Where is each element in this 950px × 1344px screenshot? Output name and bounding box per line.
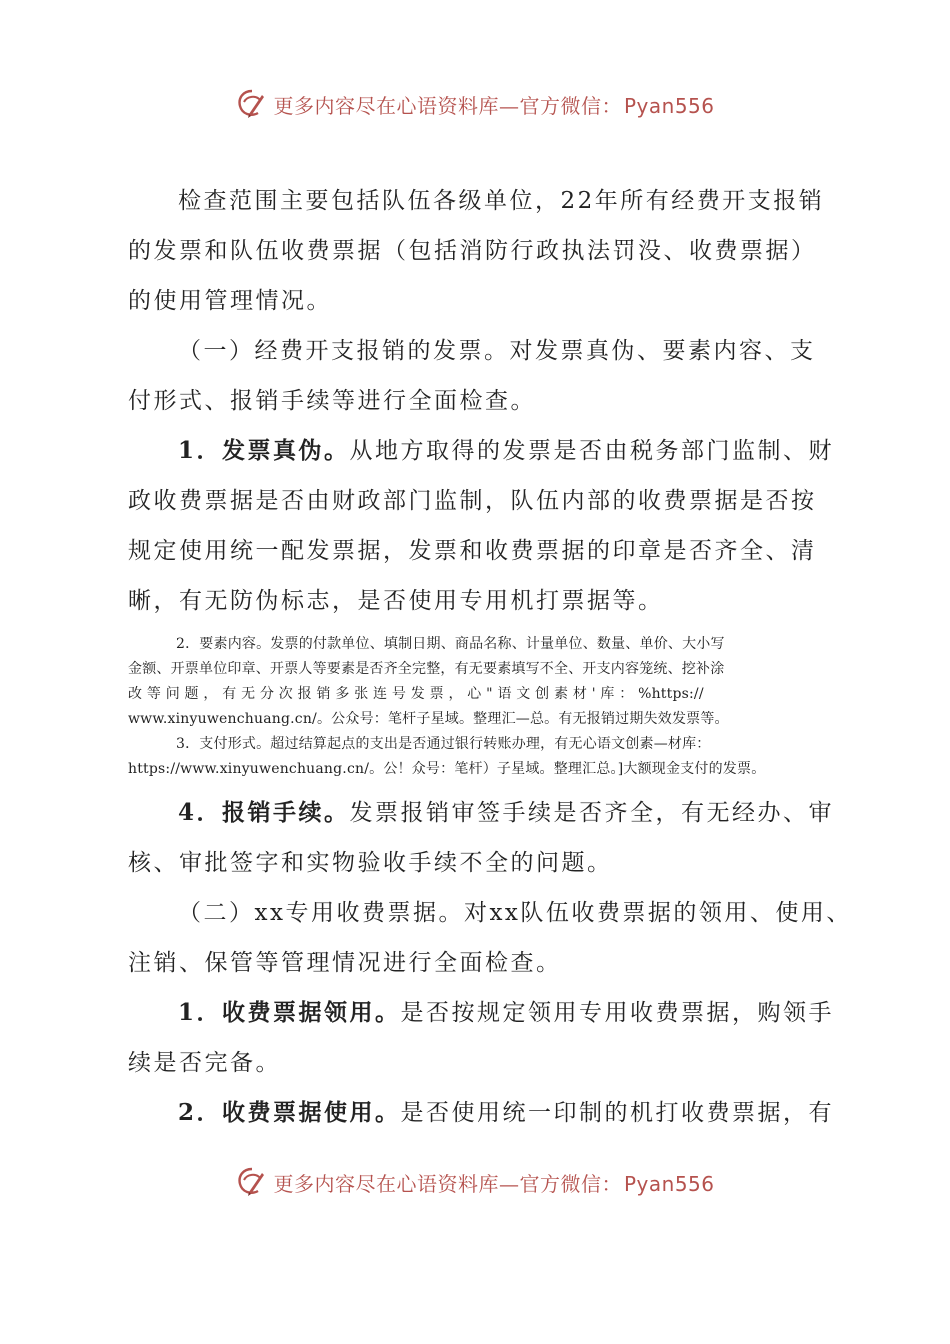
paragraph-scope-line: 的使用管理情况。	[128, 288, 332, 314]
section-one-line: 付形式、报销手续等进行全面检查。	[128, 388, 536, 414]
section-two-heading: （二）xx专用收费票据。对xx队伍收费票据的领用、使用、	[178, 900, 852, 926]
item-line: 政收费票据是否由财政部门监制，队伍内部的收费票据是否按	[128, 488, 817, 514]
item-line: 晰，有无防伪标志，是否使用专用机打票据等。	[128, 588, 664, 614]
document-body	[128, 176, 852, 1138]
item-line: 核、审批签字和实物验收手续不全的问题。	[128, 850, 613, 876]
wechat-id: Pyan556	[623, 1171, 715, 1196]
paragraph-scope-line: 的发票和队伍收费票据（包括消防行政执法罚没、收费票据）	[128, 238, 817, 264]
item-receipt-collection: 1．收费票据领用。是否按规定领用专用收费票据，购领手	[178, 999, 835, 1026]
header-banner	[0, 84, 950, 124]
banner-text: 更多内容尽在心语资料库—官方微信： Pyan556	[273, 1171, 715, 1196]
footer-banner	[0, 1162, 950, 1202]
item-invoice-authenticity: 1．发票真伪。从地方取得的发票是否由税务部门监制、财	[178, 437, 835, 464]
item-line: 续是否完备。	[128, 1050, 281, 1076]
small-line: www.xinyuwenchuang.cn/。公众号：笔杆子星域。整理汇—总。有无报销过期失效发票等。	[128, 711, 729, 727]
wechat-id: Pyan556	[623, 93, 715, 118]
item-receipt-usage: 2．收费票据使用。是否使用统一印制的机打收费票据，有	[178, 1099, 835, 1126]
item-reimbursement-procedure: 4．报销手续。发票报销审签手续是否齐全，有无经办、审	[178, 799, 835, 826]
pen-swirl-logo-icon	[235, 87, 269, 121]
small-line: 改 等 问 题 ， 有 无 分 次 报 销 多 张 连 号 发 票 ， 心 " 语 文 创 素 材 ' 库 ： %https://	[128, 686, 704, 702]
pen-swirl-logo-icon	[235, 1165, 269, 1199]
small-line: 金额、开票单位印章、开票人等要素是否齐全完整，有无要素填写不全、开支内容笼统、挖补涂	[128, 661, 725, 677]
small-line: https://www.xinyuwenchuang.cn/。公！众号：笔杆）子星域。整理汇总。]大额现金支付的发票。	[128, 761, 766, 777]
item-line: 规定使用统一配发票据，发票和收费票据的印章是否齐全、清	[128, 538, 817, 564]
banner-text: 更多内容尽在心语资料库—官方微信： Pyan556	[273, 93, 715, 118]
item-payment-form: 3．支付形式。超过结算起点的支出是否通过银行转账办理，有无心语文创素—材库：	[176, 736, 711, 752]
item-elements-content: 2．要素内容。发票的付款单位、填制日期、商品名称、计量单位、数量、单价、大小写	[176, 636, 725, 652]
paragraph-scope: 检查范围主要包括队伍各级单位，22年所有经费开支报销	[178, 188, 825, 214]
section-one-heading: （一）经费开支报销的发票。对发票真伪、要素内容、支	[178, 338, 816, 364]
section-two-line: 注销、保管等管理情况进行全面检查。	[128, 950, 562, 976]
